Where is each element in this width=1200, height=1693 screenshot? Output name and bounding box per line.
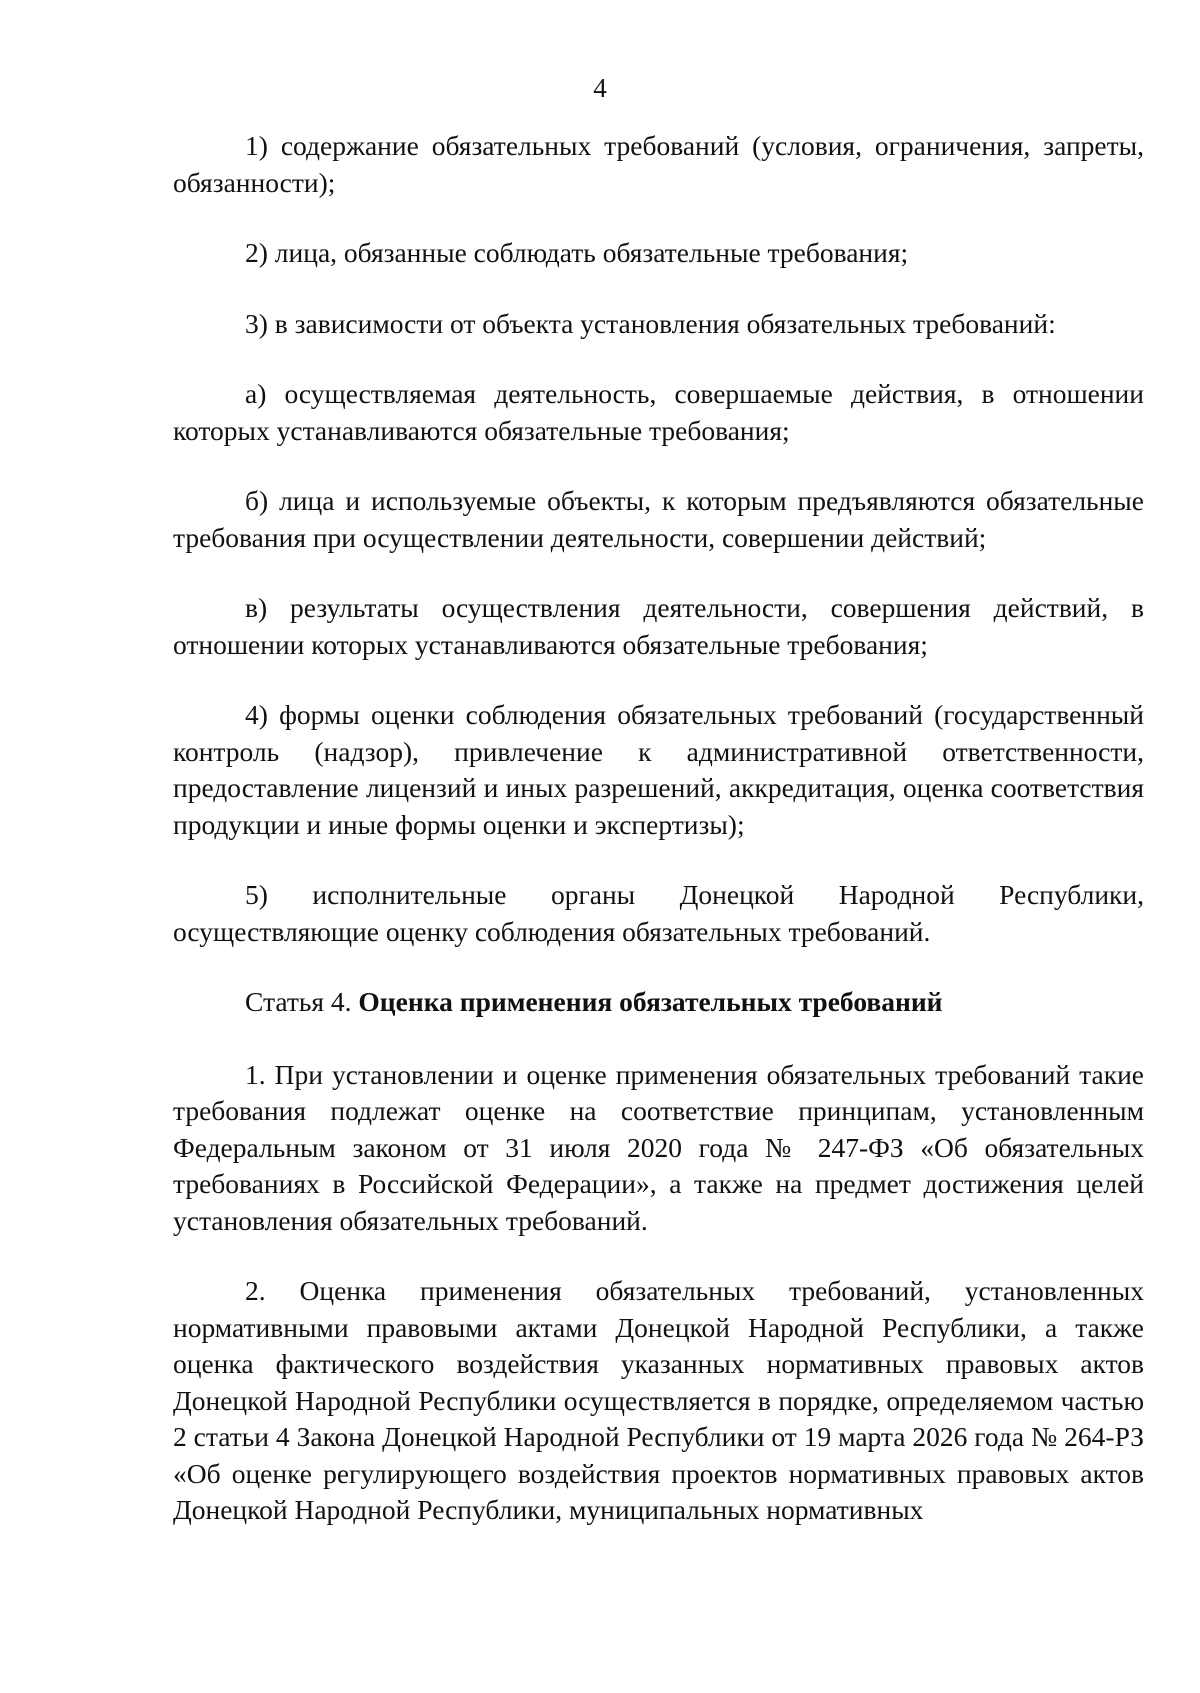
paragraph-item-2: 2) лица, обязанные соблюдать обязательные требования; (245, 237, 909, 268)
article-paragraph-1: 1. При установлении и оценке применения обязательных требований такие требования подлежат оценке на соответствие принципам, установленным Федеральным законом от 31 июля 2020 года № 247-ФЗ «Об обязательных требованиях в Российской Федерации», а также на предмет достижения целей установления обязательных требований. (173, 1058, 1144, 1236)
article-paragraph-2: 2. Оценка применения обязательных требований, установленных нормативными правовыми актами Донецкой Народной Республики, а также оценка фактического воздействия указанных нормативных правовых актов Донецкой Народной Республики осуществляется в порядке, определяемом частью 2 статьи 4 Закона Донецкой Народной Республики от 19 марта 2026 года № 264-РЗ «Об оценке регулирующего воздействия проектов нормативных правовых актов Донецкой Народной Республики, муниципальных нормативных (173, 1275, 1144, 1525)
paragraph-subitem-a: а) осуществляемая деятельность, совершаемые действия, в отношении которых устанавливаются обязательные требования; (173, 378, 1144, 446)
article-heading (173, 984, 1144, 1021)
paragraph-subitem-v: в) результаты осуществления деятельности, совершения действий, в отношении которых устанавливаются обязательные требования; (173, 592, 1144, 660)
article-prefix: Статья 4. (245, 986, 352, 1017)
paragraph-subitem-b: б) лица и используемые объекты, к которым предъявляются обязательные требования при осуществлении деятельности, совершении действий; (173, 485, 1144, 553)
page-number: 4 (593, 73, 607, 103)
paragraph-item-3: 3) в зависимости от объекта установления обязательных требований: (245, 307, 1056, 339)
paragraph-item-4: 4) формы оценки соблюдения обязательных требований (государственный контроль (надзор), привлечение к административной ответственности, предоставление лицензий и иных разрешений, аккредитация, оценка соответствия продукции и иные формы оценки и экспертизы); (173, 699, 1144, 840)
article-title: Оценка применения обязательных требований (358, 986, 943, 1017)
paragraph-item-5: 5) исполнительные органы Донецкой Народной Республики, осуществляющие оценку соблюдения обязательных требований. (173, 879, 1144, 947)
paragraph-item-1: 1) содержание обязательных требований (условия, ограничения, запреты, обязанности); (173, 130, 1144, 198)
document-body (173, 128, 1144, 1563)
